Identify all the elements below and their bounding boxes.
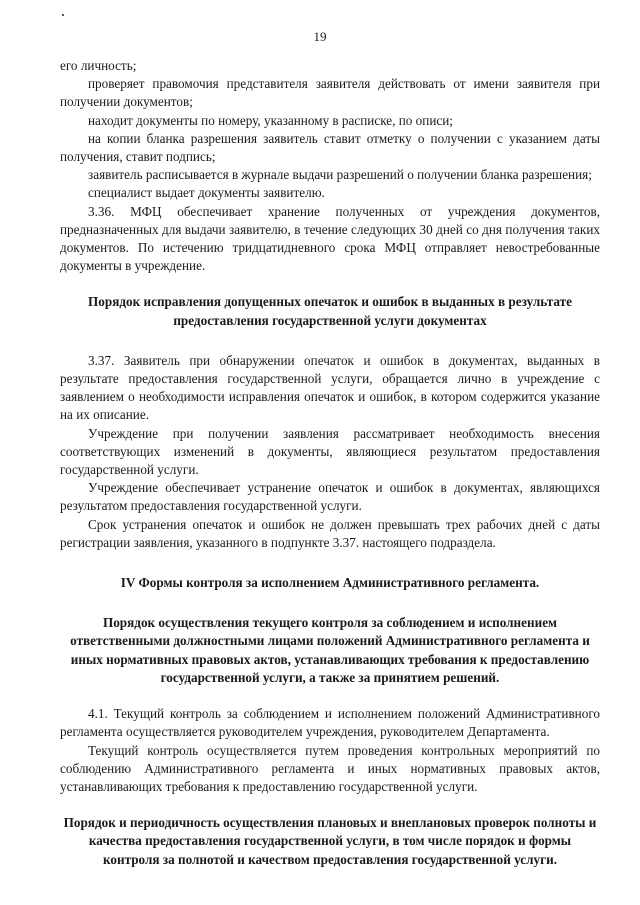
page-content [60,57,600,869]
paragraph: его личность; [60,58,137,73]
paragraph: проверяет правомочия представителя заявителя действовать от имени заявителя при получении документов; [60,76,600,110]
paragraph: 3.36. МФЦ обеспечивает хранение полученных от учреждения документов, предназначенных для выдачи заявителю, в течение следующих 30 дней со дня получения таких документов. По истечению тридцатидневного срока МФЦ отправляет невостребованные документы в учреждение. [60,203,600,274]
paragraph: 4.1. Текущий контроль за соблюдением и исполнением положений Административного регламента осуществляется руководителем учреждения, руководителем Департамента. [60,706,600,740]
paragraph: Учреждение при получении заявления рассматривает необходимость внесения соответствующих изменений в документы, являющиеся результатом предоставления государственной услуги. [60,425,600,478]
paragraph: заявитель расписывается в журнале выдачи разрешений о получении бланка разрешения; [88,167,592,183]
page-number: 19 [313,29,327,44]
paragraph: Учреждение обеспечивает устранение опечаток и ошибок в документах, являющихся результатом предоставления государственной услуги. [60,480,600,514]
paragraph: специалист выдает документы заявителю. [88,185,325,201]
paragraph: Текущий контроль осуществляется путем проведения контрольных мероприятий по соблюдению Административного регламента и иных нормативных правовых актов, устанавливающих требования к предоставлению государственной услуги. [60,742,600,794]
paragraph: на копии бланка разрешения заявитель ставит отметку о получении с указанием даты получения, ставит подпись; [60,130,600,165]
section-heading: Порядок и периодичность осуществления плановых и внеплановых проверок полноты и качества предоставления государственной услуги, в том числе порядок и формы контроля за полнотой и качеством предоставления государственной услуги. [63,815,597,867]
paragraph: находит документы по номеру, указанному в расписке, по описи; [88,112,453,128]
paragraph: 3.37. Заявитель при обнаружении опечаток и ошибок в документах, выданных в результате предоставления государственной услуги, обращается лично в учреждение с заявлением о необходимости исправления опечаток и ошибок, в котором содержится указание на их описание. [60,352,600,423]
chapter-heading: IV Формы контроля за исполнением Административного регламента. [120,575,540,591]
section-heading: Порядок исправления допущенных опечаток и ошибок в выданных в результате предоставления государственной услуги документах [88,294,572,328]
paragraph: Срок устранения опечаток и ошибок не должен превышать трех рабочих дней с даты регистрации заявления, указанного в подпункте 3.37. настоящего подраздела. [60,516,600,550]
section-heading: Порядок осуществления текущего контроля за соблюдением и исполнением ответственными должностными лицами положений Административного регламента и иных нормативных правовых актов, устанавливающих требования к предоставлению государственной услуги, а также за принятием решений. [70,615,590,685]
scan-speck [62,14,64,16]
